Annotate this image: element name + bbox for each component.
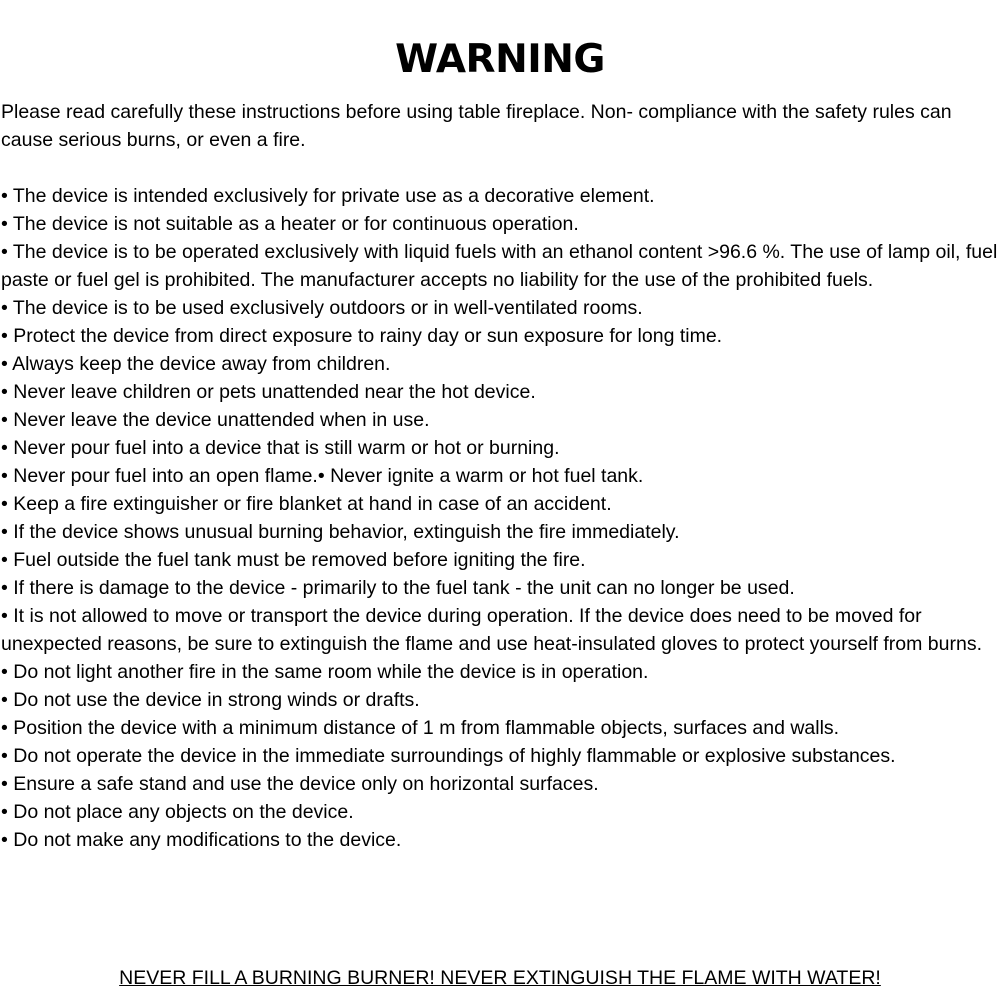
list-item: • Keep a fire extinguisher or fire blanket at hand in case of an accident. bbox=[1, 493, 612, 515]
intro-paragraph: Please read carefully these instructions before using table fireplace. Non- compliance with the safety rules can cause serious burns, or even a fire. bbox=[1, 101, 952, 151]
list-item: • Always keep the device away from children. bbox=[1, 353, 391, 375]
list-item: • Protect the device from direct exposure to rainy day or sun exposure for long time. bbox=[1, 325, 723, 347]
list-item: • The device is intended exclusively for private use as a decorative element. bbox=[1, 185, 655, 207]
list-item: • Do not operate the device in the immediate surroundings of highly flammable or explosive substances. bbox=[1, 745, 896, 767]
list-item: • Do not place any objects on the device. bbox=[1, 801, 354, 823]
page-title: WARNING bbox=[395, 37, 605, 82]
list-item: • The device is to be used exclusively outdoors or in well-ventilated rooms. bbox=[1, 297, 643, 319]
list-item: • Fuel outside the fuel tank must be removed before igniting the fire. bbox=[1, 549, 586, 571]
instructions-body bbox=[1, 98, 999, 854]
list-item: • Do not light another fire in the same room while the device is in operation. bbox=[1, 661, 649, 683]
list-item: • It is not allowed to move or transport the device during operation. If the device does need to be moved for unexpected reasons, be sure to extinguish the flame and use heat-insulated gloves to protect yourself from burns. bbox=[1, 605, 982, 655]
list-item: • Do not make any modifications to the device. bbox=[1, 829, 402, 851]
list-item: • Never pour fuel into an open flame.• Never ignite a warm or hot fuel tank. bbox=[1, 465, 644, 487]
list-item: • Do not use the device in strong winds or drafts. bbox=[1, 689, 420, 711]
list-item: • Never pour fuel into a device that is still warm or hot or burning. bbox=[1, 437, 560, 459]
list-item: • Position the device with a minimum distance of 1 m from flammable objects, surfaces and walls. bbox=[1, 717, 840, 739]
footer-warning: NEVER FILL A BURNING BURNER! NEVER EXTINGUISH THE FLAME WITH WATER! bbox=[119, 967, 881, 989]
list-item: • Never leave the device unattended when in use. bbox=[1, 409, 430, 431]
safety-rules-list bbox=[1, 182, 999, 854]
list-item: • Ensure a safe stand and use the device only on horizontal surfaces. bbox=[1, 773, 599, 795]
list-item: • The device is to be operated exclusively with liquid fuels with an ethanol content >96.6 %. The use of lamp oil, fuel paste or fuel gel is prohibited. The manufacturer accepts no liability for the use of the prohibited fuels. bbox=[1, 241, 998, 291]
list-item: • If there is damage to the device - primarily to the fuel tank - the unit can no longer be used. bbox=[1, 577, 795, 599]
list-item: • If the device shows unusual burning behavior, extinguish the fire immediately. bbox=[1, 521, 680, 543]
list-item: • The device is not suitable as a heater or for continuous operation. bbox=[1, 213, 579, 235]
list-item: • Never leave children or pets unattended near the hot device. bbox=[1, 381, 536, 403]
